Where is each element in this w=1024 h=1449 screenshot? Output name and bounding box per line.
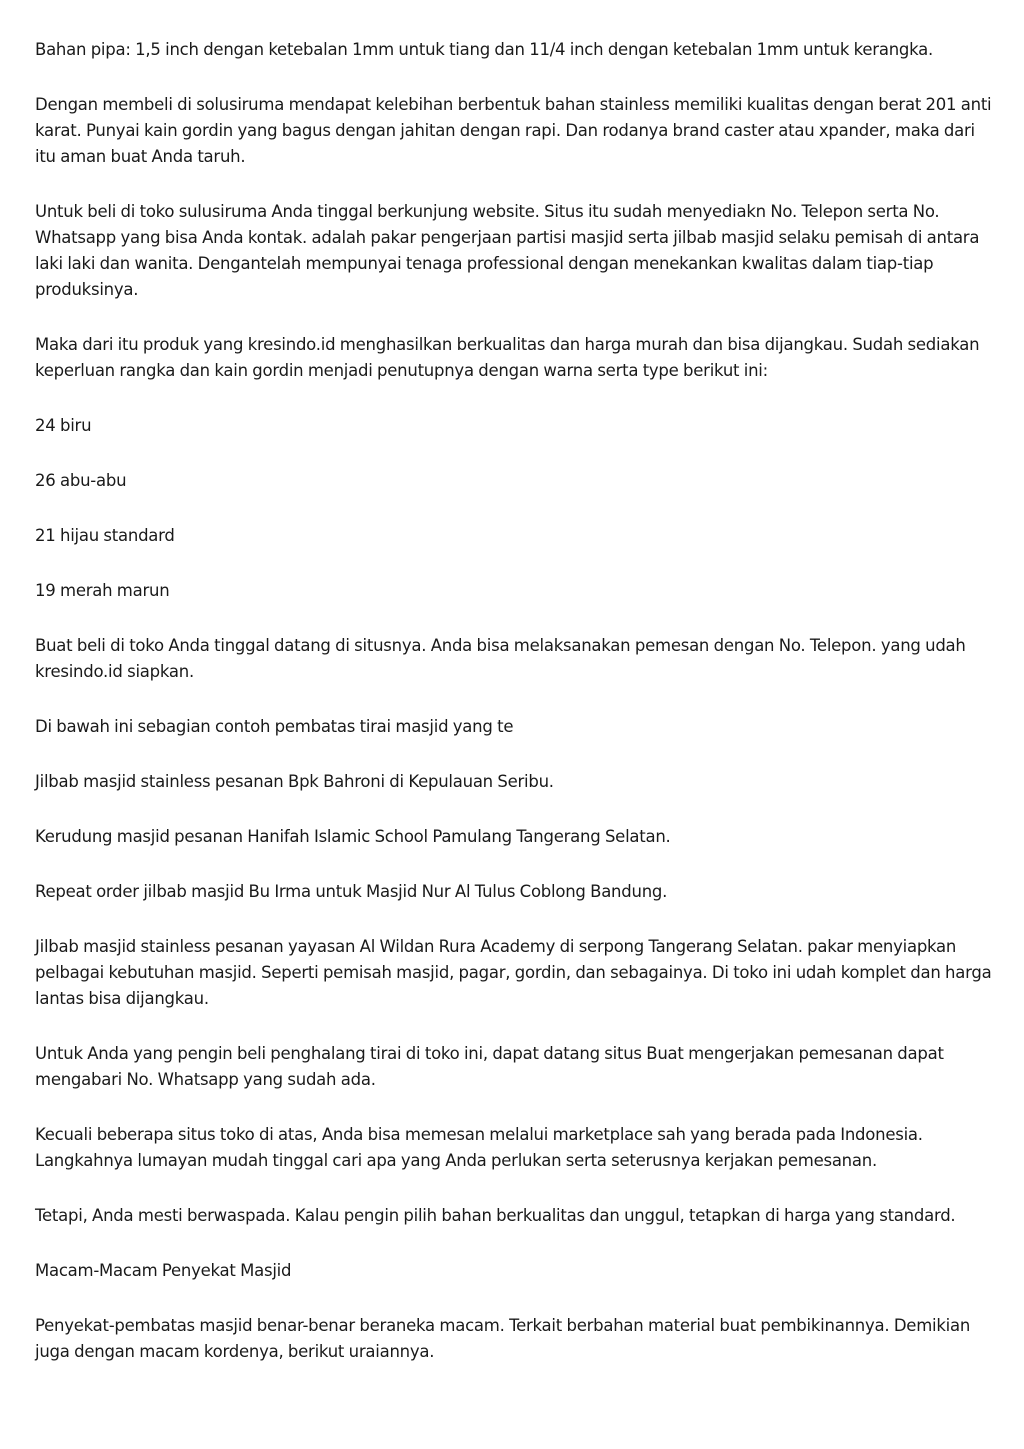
example-item-bahroni: Jilbab masjid stainless pesanan Bpk Bahroni di Kepulauan Seribu.	[35, 772, 554, 791]
paragraph-whatsapp: Untuk Anda yang pengin beli penghalang tirai di toko ini, dapat datang situs Buat mengerjakan pemesanan dapat mengabari No. Whatsapp yang sudah ada.	[35, 1044, 944, 1089]
paragraph-examples-intro: Di bawah ini sebagian contoh pembatas tirai masjid yang te	[35, 717, 514, 736]
paragraph-marketplace: Kecuali beberapa situs toko di atas, Anda bisa memesan melalui marketplace sah yang berada pada Indonesia. Langkahnya lumayan mudah tinggal cari apa yang Anda perlukan serta seterusnya kerjakan pemesanan.	[35, 1125, 923, 1170]
paragraph-product-colors: Maka dari itu produk yang kresindo.id menghasilkan berkualitas dan harga murah dan bisa dijangkau. Sudah sediakan keperluan rangka dan kain gordin menjadi penutupnya dengan warna serta type berikut ini:	[35, 335, 980, 380]
paragraph-caution: Tetapi, Anda mesti berwaspada. Kalau pengin pilih bahan berkualitas dan unggul, tetapkan di harga yang standard.	[35, 1206, 956, 1225]
example-item-hanifah: Kerudung masjid pesanan Hanifah Islamic School Pamulang Tangerang Selatan.	[35, 827, 671, 846]
paragraph-store-contact: Untuk beli di toko sulusiruma Anda tinggal berkunjung website. Situs itu sudah menyediakn No. Telepon serta No. Whatsapp yang bisa Anda kontak. adalah pakar pengerjaan partisi masjid serta jilbab masjid selaku pemisah di antara laki laki dan wanita. Dengantelah mempunyai tenaga professional dengan menekankan kwalitas dalam tiap-tiap produksinya.	[35, 202, 980, 299]
color-item-gray: 26 abu-abu	[35, 471, 127, 490]
paragraph-pipe-material: Bahan pipa: 1,5 inch dengan ketebalan 1mm untuk tiang dan 11/4 inch dengan ketebalan 1mm untuk kerangka.	[35, 40, 934, 59]
paragraph-ordering: Buat beli di toko Anda tinggal datang di situsnya. Anda bisa melaksanakan pemesan dengan No. Telepon. yang udah kresindo.id siapkan.	[35, 636, 966, 681]
example-item-al-wildan: Jilbab masjid stainless pesanan yayasan Al Wildan Rura Academy di serpong Tangerang Selatan. pakar menyiapkan pelbagai kebutuhan masjid. Seperti pemisah masjid, pagar, gordin, dan sebagainya. Di toko ini udah komplet dan harga lantas bisa dijangkau.	[35, 937, 992, 1008]
paragraph-advantages: Dengan membeli di solusiruma mendapat kelebihan berbentuk bahan stainless memiliki kualitas dengan berat 201 anti karat. Punyai kain gordin yang bagus dengan jahitan dengan rapi. Dan rodanya brand caster atau xpander, maka dari itu aman buat Anda taruh.	[35, 95, 992, 166]
color-item-green: 21 hijau standard	[35, 526, 175, 545]
color-item-blue: 24 biru	[35, 416, 92, 435]
example-item-irma: Repeat order jilbab masjid Bu Irma untuk Masjid Nur Al Tulus Coblong Bandung.	[35, 882, 668, 901]
document-body	[35, 37, 995, 1394]
color-item-maroon: 19 merah marun	[35, 581, 170, 600]
paragraph-types-intro: Penyekat-pembatas masjid benar-benar beraneka macam. Terkait berbahan material buat pembikinannya. Demikian juga dengan macam kordenya, berikut uraiannya.	[35, 1316, 971, 1361]
section-heading-types: Macam-Macam Penyekat Masjid	[35, 1261, 292, 1280]
